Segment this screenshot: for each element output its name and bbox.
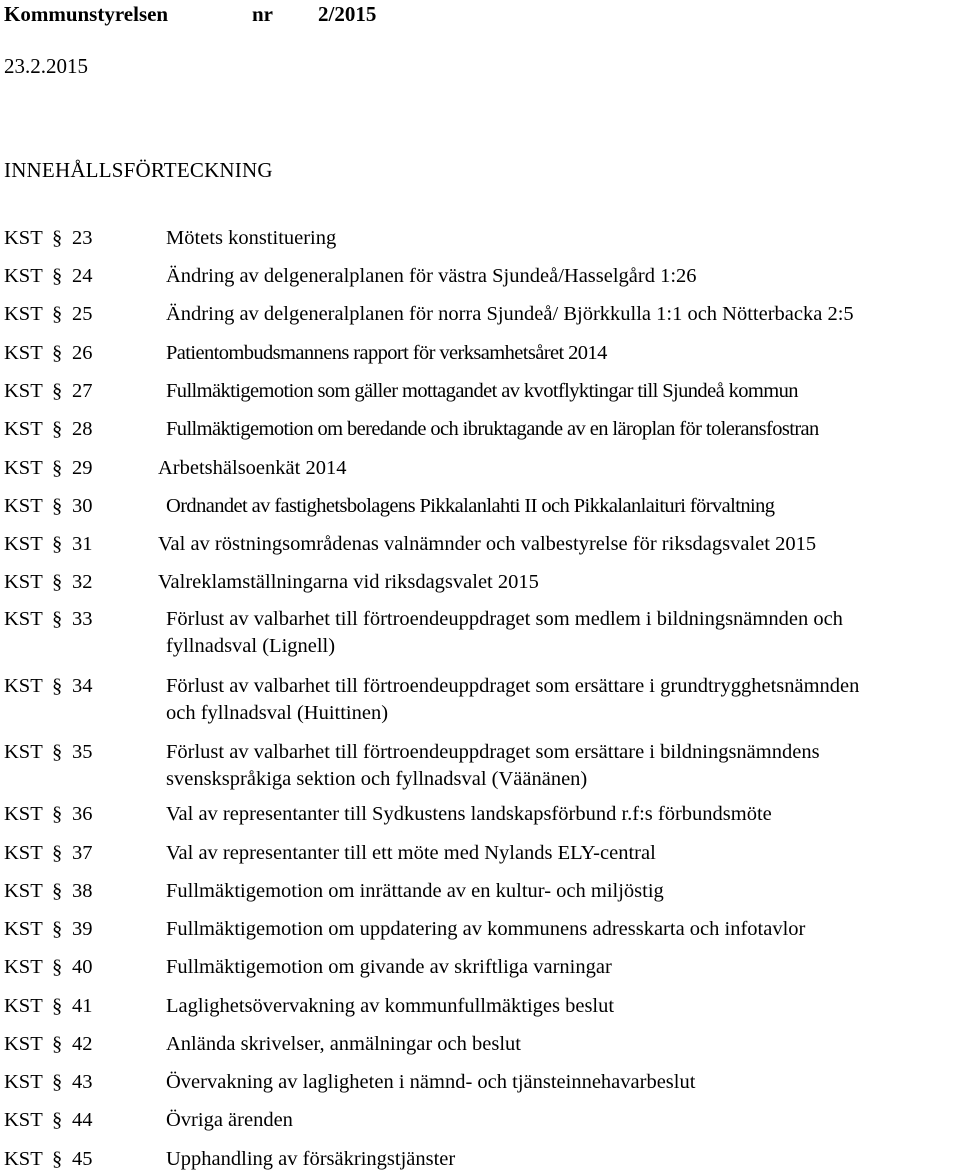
entry-prefix: KST <box>4 495 43 517</box>
entry-number: 31 <box>72 533 93 555</box>
section-sign: § <box>52 1071 63 1093</box>
entry-title: Förlust av valbarhet till förtroendeuppdraget som ersättare i grundtrygghetsnämnden <box>166 675 860 697</box>
entry-prefix: KST <box>4 956 43 978</box>
entry-title: Fullmäktigemotion om givande av skriftliga varningar <box>166 956 612 978</box>
entry-title: Fullmäktigemotion om uppdatering av kommunens adresskarta och infotavlor <box>166 918 806 940</box>
entry-prefix: KST <box>4 842 43 864</box>
entry-code <box>4 840 93 866</box>
entry-code <box>4 916 93 942</box>
entry-title: Förlust av valbarhet till förtroendeuppdraget som ersättare i bildningsnämndens <box>166 741 820 763</box>
entry-prefix: KST <box>4 675 43 697</box>
section-sign: § <box>52 342 63 364</box>
entry-title: Valreklamställningarna vid riksdagsvalet 2015 <box>158 571 539 593</box>
entry-number: 25 <box>72 303 93 325</box>
entry-number: 39 <box>72 918 93 940</box>
entry-prefix: KST <box>4 918 43 940</box>
entry-title: Förlust av valbarhet till förtroendeuppdraget som medlem i bildningsnämnden och <box>166 608 843 630</box>
entry-number: 23 <box>72 227 93 249</box>
entry-code <box>4 606 93 632</box>
entry-code <box>4 416 93 442</box>
section-sign: § <box>52 918 63 940</box>
section-sign: § <box>52 265 63 287</box>
entry-number: 24 <box>72 265 93 287</box>
entry-prefix: KST <box>4 533 43 555</box>
entry-number: 42 <box>72 1033 93 1055</box>
section-sign: § <box>52 303 63 325</box>
section-sign: § <box>52 842 63 864</box>
entry-title: Val av representanter till ett möte med Nylands ELY-central <box>166 842 656 864</box>
section-sign: § <box>52 675 63 697</box>
entry-code <box>4 455 93 481</box>
entry-title: Ordnandet av fastighetsbolagens Pikkalanlahti II och Pikkalanlaituri förvaltning <box>166 495 775 517</box>
section-sign: § <box>52 741 63 763</box>
entry-prefix: KST <box>4 265 43 287</box>
entry-number: 44 <box>72 1109 93 1131</box>
entry-prefix: KST <box>4 571 43 593</box>
entry-number: 38 <box>72 880 93 902</box>
entry-code <box>4 263 93 289</box>
section-sign: § <box>52 803 63 825</box>
entry-number: 29 <box>72 457 93 479</box>
section-sign: § <box>52 1109 63 1131</box>
entry-title: Fullmäktigemotion som gäller mottagandet av kvotflyktingar till Sjundeå kommun <box>166 380 798 402</box>
entry-number: 35 <box>72 741 93 763</box>
entry-title: Ändring av delgeneralplanen för västra Sjundeå/Hasselgård 1:26 <box>166 265 697 287</box>
toc-title: INNEHÅLLSFÖRTECKNING <box>4 158 273 182</box>
entry-code <box>4 1069 93 1095</box>
entry-title: Fullmäktigemotion om inrättande av en kultur- och miljöstig <box>166 880 664 902</box>
entry-title: Ändring av delgeneralplanen för norra Sjundeå/ Björkkulla 1:1 och Nötterbacka 2:5 <box>166 303 854 325</box>
section-sign: § <box>52 1033 63 1055</box>
entry-number: 45 <box>72 1148 93 1170</box>
entry-code <box>4 878 93 904</box>
entry-code <box>4 378 93 404</box>
entry-code <box>4 340 93 366</box>
entry-code <box>4 531 93 557</box>
document-date: 23.2.2015 <box>4 54 88 78</box>
entry-title: och fyllnadsval (Huittinen) <box>166 702 389 724</box>
entry-number: 34 <box>72 675 93 697</box>
entry-title: Laglighetsövervakning av kommunfullmäktiges beslut <box>166 995 615 1017</box>
number-label: nr <box>252 2 273 26</box>
entry-code <box>4 1107 93 1133</box>
entry-code <box>4 301 93 327</box>
entry-code <box>4 1031 93 1057</box>
entry-code <box>4 569 93 595</box>
entry-prefix: KST <box>4 608 43 630</box>
entry-prefix: KST <box>4 342 43 364</box>
entry-prefix: KST <box>4 995 43 1017</box>
section-sign: § <box>52 418 63 440</box>
section-sign: § <box>52 880 63 902</box>
entry-code <box>4 739 93 765</box>
entry-code <box>4 993 93 1019</box>
entry-number: 33 <box>72 608 93 630</box>
entry-number: 26 <box>72 342 93 364</box>
entry-number: 37 <box>72 842 93 864</box>
entry-prefix: KST <box>4 803 43 825</box>
entry-prefix: KST <box>4 303 43 325</box>
entry-prefix: KST <box>4 741 43 763</box>
entry-title: fyllnadsval (Lignell) <box>166 635 336 657</box>
section-sign: § <box>52 380 63 402</box>
entry-prefix: KST <box>4 1033 43 1055</box>
entry-number: 41 <box>72 995 93 1017</box>
entry-code <box>4 954 93 980</box>
entry-number: 28 <box>72 418 93 440</box>
entry-title: Patientombudsmannens rapport för verksamhetsåret 2014 <box>166 342 607 364</box>
section-sign: § <box>52 227 63 249</box>
entry-code <box>4 673 93 699</box>
entry-number: 43 <box>72 1071 93 1093</box>
section-sign: § <box>52 533 63 555</box>
section-sign: § <box>52 495 63 517</box>
entry-title: svenskspråkiga sektion och fyllnadsval (Väänänen) <box>166 768 588 790</box>
entry-title: Anlända skrivelser, anmälningar och beslut <box>166 1033 521 1055</box>
organization-name: Kommunstyrelsen <box>4 2 169 26</box>
entry-title: Arbetshälsoenkät 2014 <box>158 457 347 479</box>
entry-code <box>4 225 93 251</box>
entry-prefix: KST <box>4 1071 43 1093</box>
document-number: 2/2015 <box>318 2 377 26</box>
section-sign: § <box>52 995 63 1017</box>
entry-title: Övervakning av lagligheten i nämnd- och tjänsteinnehavarbeslut <box>166 1071 696 1093</box>
entry-code <box>4 1146 93 1172</box>
entry-title: Upphandling av försäkringstjänster <box>166 1148 456 1170</box>
section-sign: § <box>52 1148 63 1170</box>
entry-prefix: KST <box>4 227 43 249</box>
section-sign: § <box>52 571 63 593</box>
entry-number: 30 <box>72 495 93 517</box>
entry-title: Mötets konstituering <box>166 227 337 249</box>
entry-prefix: KST <box>4 457 43 479</box>
entry-title: Övriga ärenden <box>166 1109 293 1131</box>
entry-title: Val av representanter till Sydkustens landskapsförbund r.f:s förbundsmöte <box>166 803 772 825</box>
entry-prefix: KST <box>4 380 43 402</box>
entry-number: 27 <box>72 380 93 402</box>
entry-prefix: KST <box>4 1148 43 1170</box>
section-sign: § <box>52 457 63 479</box>
entry-prefix: KST <box>4 1109 43 1131</box>
entry-title: Fullmäktigemotion om beredande och ibruktagande av en läroplan för toleransfostran <box>166 418 819 440</box>
entry-number: 32 <box>72 571 93 593</box>
section-sign: § <box>52 608 63 630</box>
entry-title: Val av röstningsområdenas valnämnder och valbestyrelse för riksdagsvalet 2015 <box>158 533 817 555</box>
section-sign: § <box>52 956 63 978</box>
entry-prefix: KST <box>4 880 43 902</box>
entry-number: 36 <box>72 803 93 825</box>
entry-code <box>4 493 93 519</box>
entry-number: 40 <box>72 956 93 978</box>
entry-code <box>4 801 93 827</box>
entry-prefix: KST <box>4 418 43 440</box>
